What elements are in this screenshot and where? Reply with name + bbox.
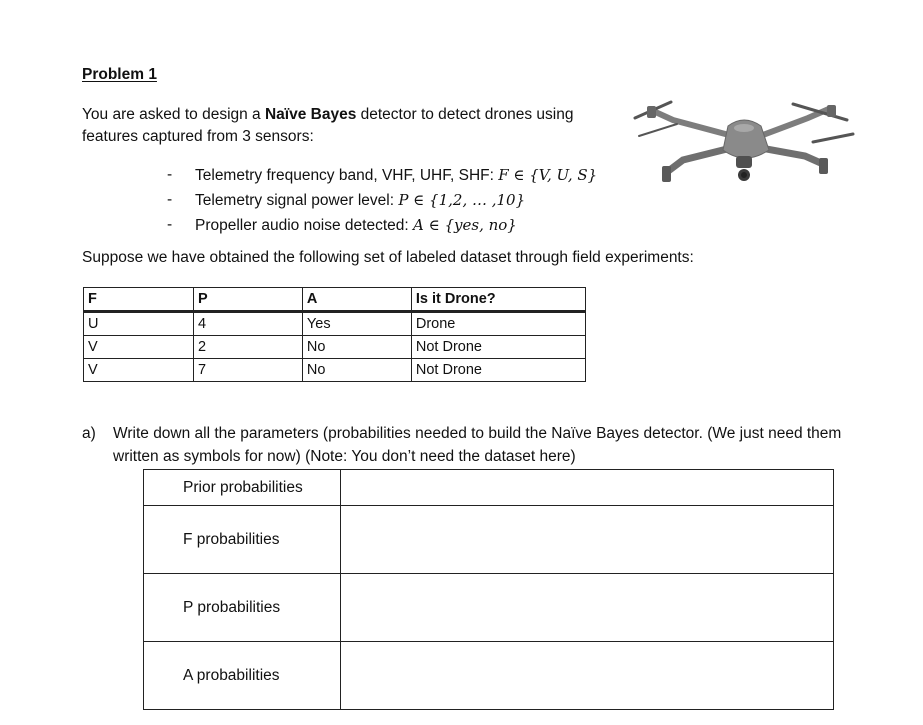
question-label: a) xyxy=(82,425,96,442)
cell-f: V xyxy=(84,359,194,382)
parameters-table xyxy=(143,469,834,710)
sensor-item-audio xyxy=(162,213,597,238)
sensor-text: Telemetry frequency band, VHF, UHF, SHF: xyxy=(195,167,499,184)
cell-a: Yes xyxy=(302,312,411,336)
param-label-prior: Prior probabilities xyxy=(144,470,341,506)
table-row xyxy=(84,359,586,382)
table-row xyxy=(144,506,834,574)
cell-f: U xyxy=(84,312,194,336)
header-label: Is it Drone? xyxy=(411,288,585,312)
table-row xyxy=(84,336,586,359)
cell-label: Drone xyxy=(411,312,585,336)
intro-bold-term: Naïve Bayes xyxy=(264,106,357,123)
cell-a: No xyxy=(302,359,411,382)
param-answer-a[interactable] xyxy=(341,642,834,710)
sensor-text: Telemetry signal power level: xyxy=(195,192,399,209)
dataset-intro: Suppose we have obtained the following set of labeled dataset through field experiments: xyxy=(82,249,694,266)
table-header-row xyxy=(84,288,586,312)
table-row xyxy=(144,574,834,642)
param-label-f: F probabilities xyxy=(144,506,341,574)
table-row xyxy=(144,642,834,710)
cell-p: 4 xyxy=(193,312,302,336)
cell-a: No xyxy=(302,336,411,359)
sensor-item-power xyxy=(162,188,597,213)
question-text: Write down all the parameters (probabilities needed to build the Naïve Bayes detector. (We just need them written as symbols for now) (Note: You don’t need the dataset here) xyxy=(113,425,842,465)
drone-image xyxy=(633,90,855,196)
cell-label: Not Drone xyxy=(411,359,585,382)
cell-f: V xyxy=(84,336,194,359)
problem-title: Problem 1 xyxy=(82,66,157,83)
dataset-table xyxy=(83,287,586,382)
param-label-a: A probabilities xyxy=(144,642,341,710)
param-label-p: P probabilities xyxy=(144,574,341,642)
cell-p: 2 xyxy=(193,336,302,359)
sensor-item-frequency xyxy=(162,163,597,188)
drone-icon xyxy=(633,90,855,196)
header-p: P xyxy=(193,288,302,312)
table-row xyxy=(84,312,586,336)
sensor-math: A ∈ {yes, no} xyxy=(413,216,517,234)
sensor-list xyxy=(162,163,597,238)
param-answer-f[interactable] xyxy=(341,506,834,574)
question-a xyxy=(82,422,852,468)
intro-text-2: detector to detect drones using features captured from 3 sensors: xyxy=(82,106,574,145)
table-row xyxy=(144,470,834,506)
intro-text-1: You are asked to design a xyxy=(82,106,265,123)
sensor-math: F ∈ {V, U, S} xyxy=(498,166,598,184)
header-a: A xyxy=(302,288,411,312)
cell-label: Not Drone xyxy=(411,336,585,359)
param-answer-prior[interactable] xyxy=(341,470,834,506)
sensor-text: Propeller audio noise detected: xyxy=(195,217,414,234)
sensor-math: P ∈ {1,2, … ,10} xyxy=(398,191,526,209)
header-f: F xyxy=(84,288,194,312)
problem-intro xyxy=(82,104,627,148)
cell-p: 7 xyxy=(193,359,302,382)
param-answer-p[interactable] xyxy=(341,574,834,642)
